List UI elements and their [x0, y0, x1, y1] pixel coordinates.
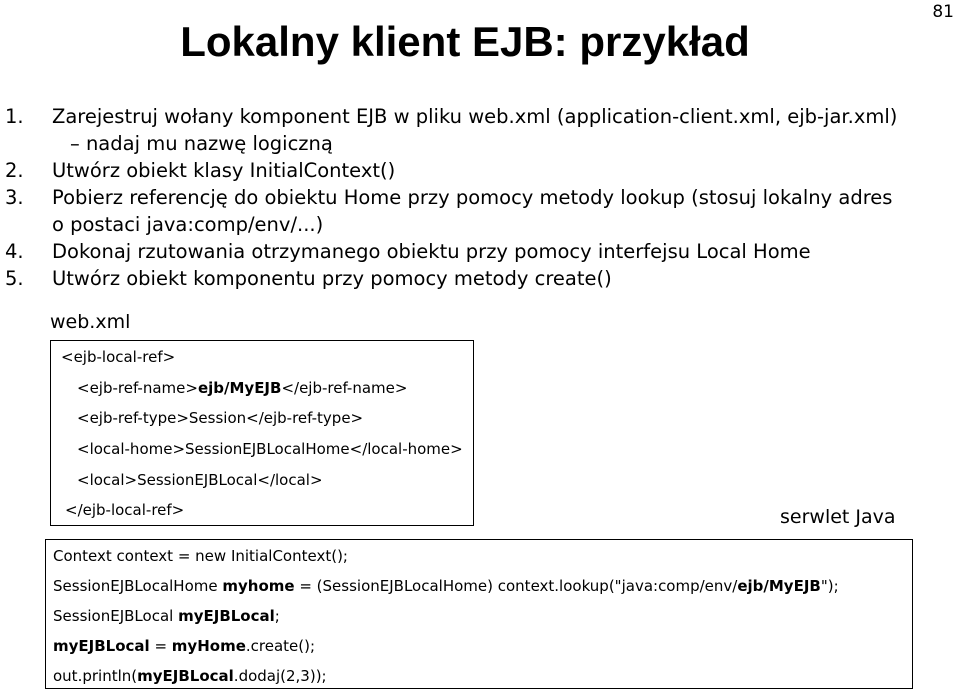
java-code-box [45, 539, 913, 689]
step-number: 2. [5, 159, 24, 182]
steps-list [0, 103, 940, 292]
xml-line: </ejb-local-ref> [65, 501, 185, 519]
step-2 [0, 157, 940, 184]
step-4 [0, 238, 940, 265]
code-line: myEJBLocal = myHome.create(); [53, 637, 316, 655]
step-number: 5. [5, 267, 24, 290]
step-text: Zarejestruj wołany komponent EJB w pliku web.xml (application-client.xml, ejb-jar.xml) [52, 105, 898, 128]
step-number: 3. [5, 186, 24, 209]
step-text: Dokonaj rzutowania otrzymanego obiektu przy pomocy interfejsu Local Home [52, 240, 811, 263]
xml-line: <local-home>SessionEJBLocalHome</local-home> [77, 440, 463, 458]
xml-line: <local>SessionEJBLocal</local> [77, 471, 323, 489]
code-line: SessionEJBLocalHome myhome = (SessionEJBLocalHome) context.lookup("java:comp/env/ejb/MyEJB"); [53, 577, 839, 595]
step-text: Utwórz obiekt komponentu przy pomocy metody create() [52, 267, 612, 290]
xml-code-box [50, 340, 474, 526]
xml-line: <ejb-ref-type>Session</ejb-ref-type> [77, 409, 364, 427]
code-line: out.println(myEJBLocal.dodaj(2,3)); [53, 667, 327, 685]
xml-line: <ejb-local-ref> [61, 348, 176, 366]
step-sub-item: – nadaj mu nazwę logiczną [70, 132, 333, 155]
step-1 [0, 103, 940, 157]
step-5 [0, 265, 940, 292]
step-3 [0, 184, 940, 238]
xml-label: web.xml [50, 311, 131, 333]
step-number: 4. [5, 240, 24, 263]
step-text-continued: o postaci java:comp/env/...) [52, 213, 324, 236]
step-text: Pobierz referencję do obiektu Home przy pomocy metody lookup (stosuj lokalny adres [52, 186, 893, 209]
xml-line: <ejb-ref-name>ejb/MyEJB</ejb-ref-name> [77, 379, 408, 397]
code-line: SessionEJBLocal myEJBLocal; [53, 607, 280, 625]
slide-title: Lokalny klient EJB: przykład [180, 18, 750, 65]
servlet-label: serwlet Java [780, 506, 896, 528]
page-number: 81 [932, 2, 954, 22]
step-number: 1. [5, 105, 24, 128]
step-text: Utwórz obiekt klasy InitialContext() [52, 159, 396, 182]
code-line: Context context = new InitialContext(); [53, 547, 348, 565]
